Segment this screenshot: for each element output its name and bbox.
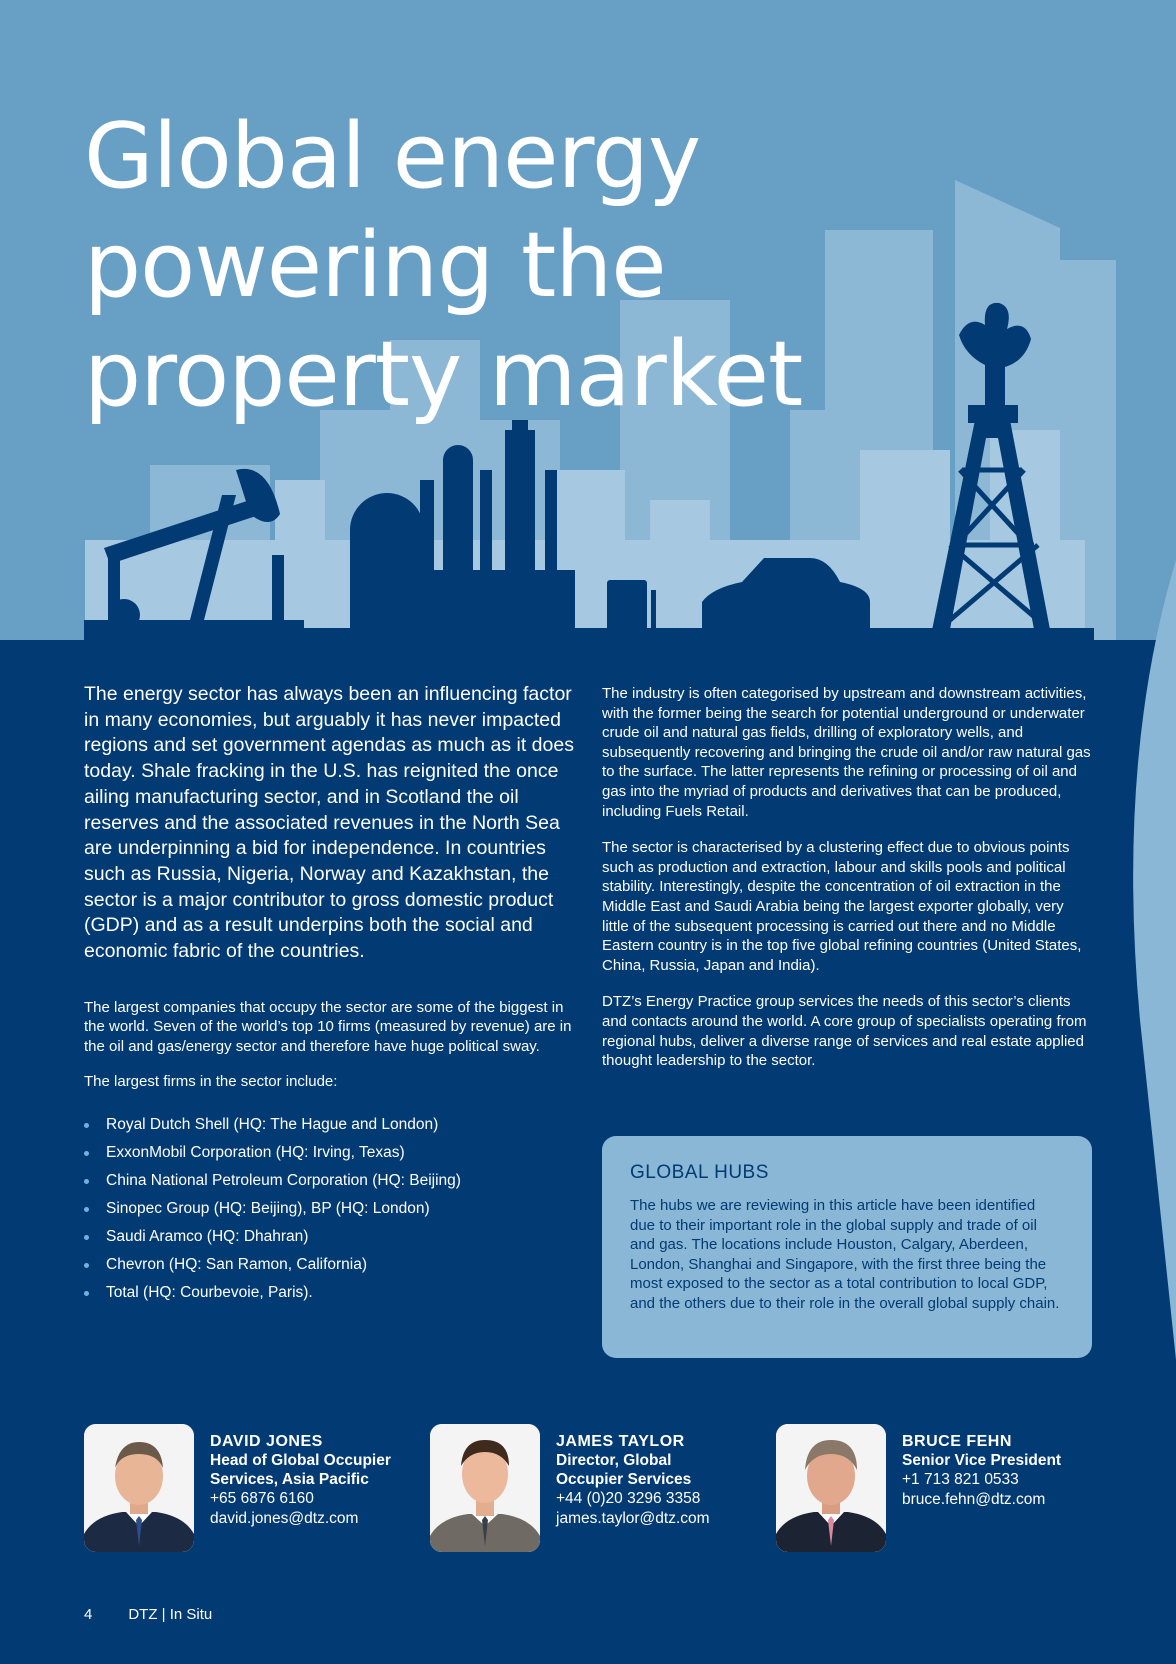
list-item-text: Sinopec Group (HQ: Beijing), BP (HQ: London) xyxy=(106,1200,430,1218)
bullet-icon xyxy=(84,1235,89,1240)
contact-phone: +65 6876 6160 xyxy=(210,1490,314,1507)
contact-name: BRUCE FEHN xyxy=(902,1433,1012,1450)
contact-name: JAMES TAYLOR xyxy=(556,1433,685,1450)
hero-banner xyxy=(0,0,1176,640)
list-item xyxy=(84,1251,574,1279)
bullet-icon xyxy=(84,1179,89,1184)
body-paragraph: The largest companies that occupy the sector are some of the biggest in the world. Seven of the world’s top 10 firms (measured by revenue) are in the oil and gas/energy sector and therefore have huge political sway. xyxy=(84,998,572,1055)
contact-email[interactable]: bruce.fehn@dtz.com xyxy=(902,1491,1046,1508)
body-paragraph: The sector is characterised by a clustering effect due to obvious points such as production and extraction, labour and skills pools and political stability. Interestingly, despite the concentration of oil extraction in the Middle East and Saudi Arabia being the largest exporter globally, very little of the subsequent processing is carried out there and no Middle Eastern country is in the top five global refining countries (United States, China, Russia, Japan and India). xyxy=(602,839,1082,974)
list-item xyxy=(84,1223,574,1251)
list-item-text: China National Petroleum Corporation (HQ: Beijing) xyxy=(106,1172,461,1190)
contact-email[interactable]: david.jones@dtz.com xyxy=(210,1510,359,1527)
title-line: property market xyxy=(84,322,803,427)
decorative-curve xyxy=(1116,560,1176,1360)
list-item xyxy=(84,1167,574,1195)
title-line: Global energy xyxy=(84,104,701,209)
list-item xyxy=(84,1195,574,1223)
list-item-text: Saudi Aramco (HQ: Dhahran) xyxy=(106,1228,309,1246)
global-hubs-box xyxy=(602,1136,1092,1358)
contact-name: DAVID JONES xyxy=(210,1433,323,1450)
bullet-icon xyxy=(84,1123,89,1128)
body-paragraph: DTZ’s Energy Practice group services the needs of this sector’s clients and contacts around the world. A core group of specialists operating from regional hubs, deliver a diverse range of services and real estate applied thought leadership to the sector. xyxy=(602,993,1087,1070)
list-item-text: Total (HQ: Courbevoie, Paris). xyxy=(106,1284,313,1302)
page-number: 4 xyxy=(84,1606,93,1623)
contact-role: Head of Global Occupier Services, Asia Pacific xyxy=(210,1452,391,1488)
bullet-icon xyxy=(84,1291,89,1296)
firms-list xyxy=(84,1111,574,1307)
list-item xyxy=(84,1111,574,1139)
list-item-text: Chevron (HQ: San Ramon, California) xyxy=(106,1256,368,1274)
intro-paragraph: The energy sector has always been an influencing factor in many economies, but arguably it has never impacted regions and set government agendas as much as it does today. Shale fracking in the U.S. has reignited the once ailing manufacturing sector, and in Scotland the oil reserves and the associated revenues in the North Sea are underpinning a bid for independence. In countries such as Russia, Nigeria, Norway and Kazakhstan, the sector is a major contributor to gross domestic product (GDP) and as a result underpins both the social and economic fabric of the countries. xyxy=(84,683,574,963)
body-paragraph: The industry is often categorised by upstream and downstream activities, with the former being the search for potential underground or underwater crude oil and natural gas fields, drilling of exploratory wells, and subsequently recovering and bringing the crude oil and/or raw natural gas to the surface. The latter represents the refining or processing of oil and gas into the myriad of products and derivatives that can be produced, including Fuels Retail. xyxy=(602,685,1091,820)
avatar xyxy=(430,1424,540,1552)
avatar xyxy=(776,1424,886,1552)
bullet-icon xyxy=(84,1207,89,1212)
list-item-text: Royal Dutch Shell (HQ: The Hague and London) xyxy=(106,1116,439,1134)
publication-name: DTZ | In Situ xyxy=(128,1606,213,1623)
list-item-text: ExxonMobil Corporation (HQ: Irving, Texas) xyxy=(106,1144,405,1162)
contact-card xyxy=(84,1424,391,1552)
list-item xyxy=(84,1279,574,1307)
contact-card xyxy=(776,1424,1061,1552)
contact-phone: +44 (0)20 3296 3358 xyxy=(556,1490,701,1507)
contact-email[interactable]: james.taylor@dtz.com xyxy=(556,1510,710,1527)
page-title xyxy=(84,102,802,429)
global-hubs-heading: GLOBAL HUBS xyxy=(630,1162,769,1183)
body-paragraph: The largest firms in the sector include: xyxy=(84,1072,338,1090)
contact-role: Senior Vice President xyxy=(902,1452,1062,1469)
bullet-icon xyxy=(84,1263,89,1268)
right-column xyxy=(602,684,1092,1071)
contact-card xyxy=(430,1424,710,1552)
global-hubs-text: The hubs we are reviewing in this article have been identified due to their important role in the global supply and trade of oil and gas. The locations include Houston, Calgary, Aberdeen, London, Shanghai and Singapore, with the first three being the most exposed to the sector as a total contribution to local GDP, and the others due to their role in the overall global supply chain. xyxy=(630,1197,1060,1312)
bullet-icon xyxy=(84,1151,89,1156)
title-line: powering the xyxy=(84,213,666,318)
contact-phone: +1 713 821 0533 xyxy=(902,1471,1019,1488)
left-column xyxy=(84,682,574,1307)
page-footer xyxy=(84,1606,212,1623)
list-item xyxy=(84,1139,574,1167)
avatar xyxy=(84,1424,194,1552)
contact-role: Director, Global Occupier Services xyxy=(556,1452,692,1488)
